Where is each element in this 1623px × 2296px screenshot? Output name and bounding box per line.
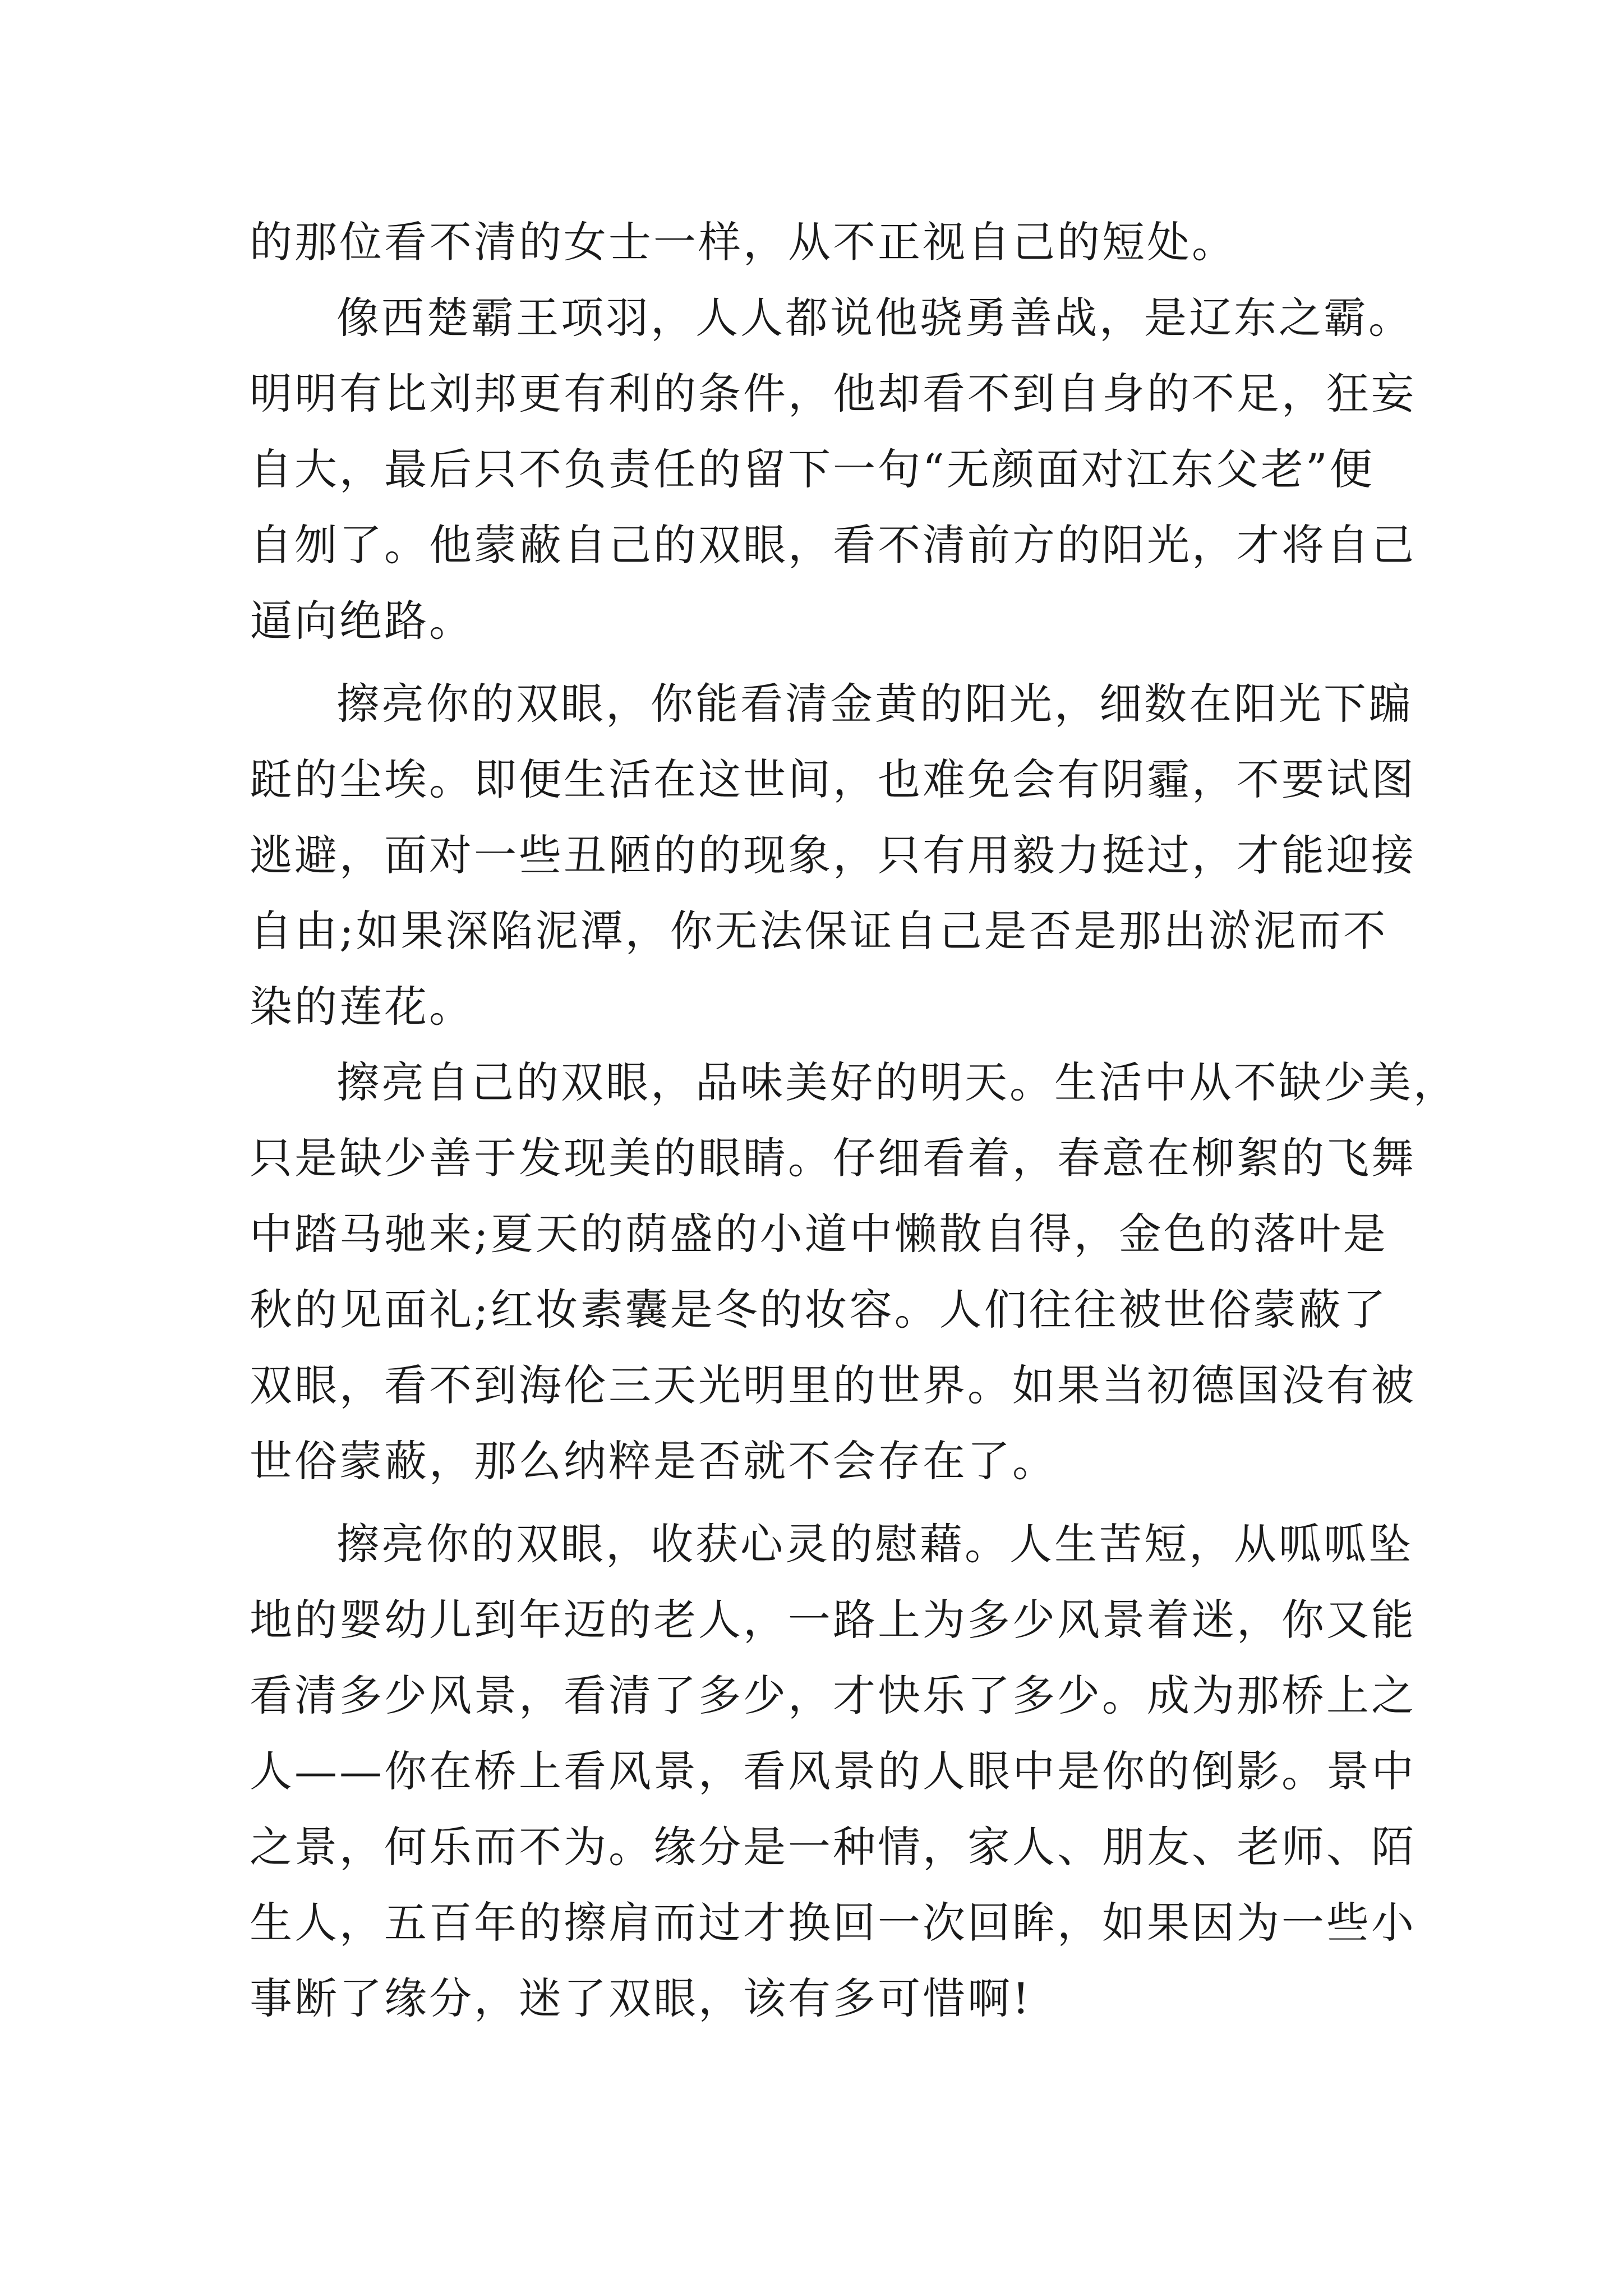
paragraph-first-line: 擦亮你的双眼，收获心灵的慰藉。人生苦短，从呱呱坠: [336, 1519, 1413, 1569]
text-line: 自刎了。他蒙蔽自己的双眼，看不清前方的阳光，才将自己: [250, 520, 1416, 570]
text-line: 人——你在桥上看风景，看风景的人眼中是你的倒影。景中: [250, 1746, 1416, 1796]
paragraph-first-line: 擦亮你的双眼，你能看清金黄的阳光，细数在阳光下蹁: [336, 679, 1413, 729]
text-line: 地的婴幼儿到年迈的老人，一路上为多少风景着迷，你又能: [250, 1595, 1416, 1645]
text-line: 的那位看不清的女士一样，从不正视自己的短处。: [250, 217, 1237, 267]
text-line: 逃避，面对一些丑陋的的现象，只有用毅力挺过，才能迎接: [250, 830, 1416, 880]
text-line: 中踏马驰来;夏天的荫盛的小道中懒散自得，金色的落叶是: [250, 1209, 1388, 1259]
text-line: 自由;如果深陷泥潭，你无法保证自己是否是那出淤泥而不: [250, 906, 1388, 956]
text-line: 染的莲花。: [250, 982, 474, 1032]
text-line: 之景，何乐而不为。缘分是一种情，家人、朋友、老师、陌: [250, 1822, 1416, 1872]
text-line: 跹的尘埃。即便生活在这世间，也难免会有阴霾，不要试图: [250, 754, 1416, 804]
text-line: 双眼，看不到海伦三天光明里的世界。如果当初德国没有被: [250, 1360, 1416, 1410]
paragraph-first-line: 像西楚霸王项羽，人人都说他骁勇善战，是辽东之霸。: [336, 293, 1413, 343]
text-line: 只是缺少善于发现美的眼睛。仔细看着，春意在柳絮的飞舞: [250, 1133, 1416, 1183]
text-line: 世俗蒙蔽，那么纳粹是否就不会存在了。: [250, 1436, 1057, 1486]
text-line: 秋的见面礼;红妆素囊是冬的妆容。人们往往被世俗蒙蔽了: [250, 1285, 1388, 1335]
text-line: 明明有比刘邦更有利的条件，他却看不到自身的不足，狂妄: [250, 369, 1416, 418]
text-line: 生人，五百年的擦肩而过才换回一次回眸，如果因为一些小: [250, 1898, 1416, 1948]
paragraph-first-line: 擦亮自己的双眼，品味美好的明天。生活中从不缺少美，: [336, 1057, 1458, 1107]
text-line: 事断了缘分，迷了双眼，该有多可惜啊!: [250, 1973, 1032, 2023]
text-line: 看清多少风景，看清了多少，才快乐了多少。成为那桥上之: [250, 1671, 1416, 1720]
text-line: 逼向绝路。: [250, 596, 474, 646]
text-line: 自大，最后只不负责任的留下一句“无颜面对江东父老”便: [250, 444, 1375, 494]
